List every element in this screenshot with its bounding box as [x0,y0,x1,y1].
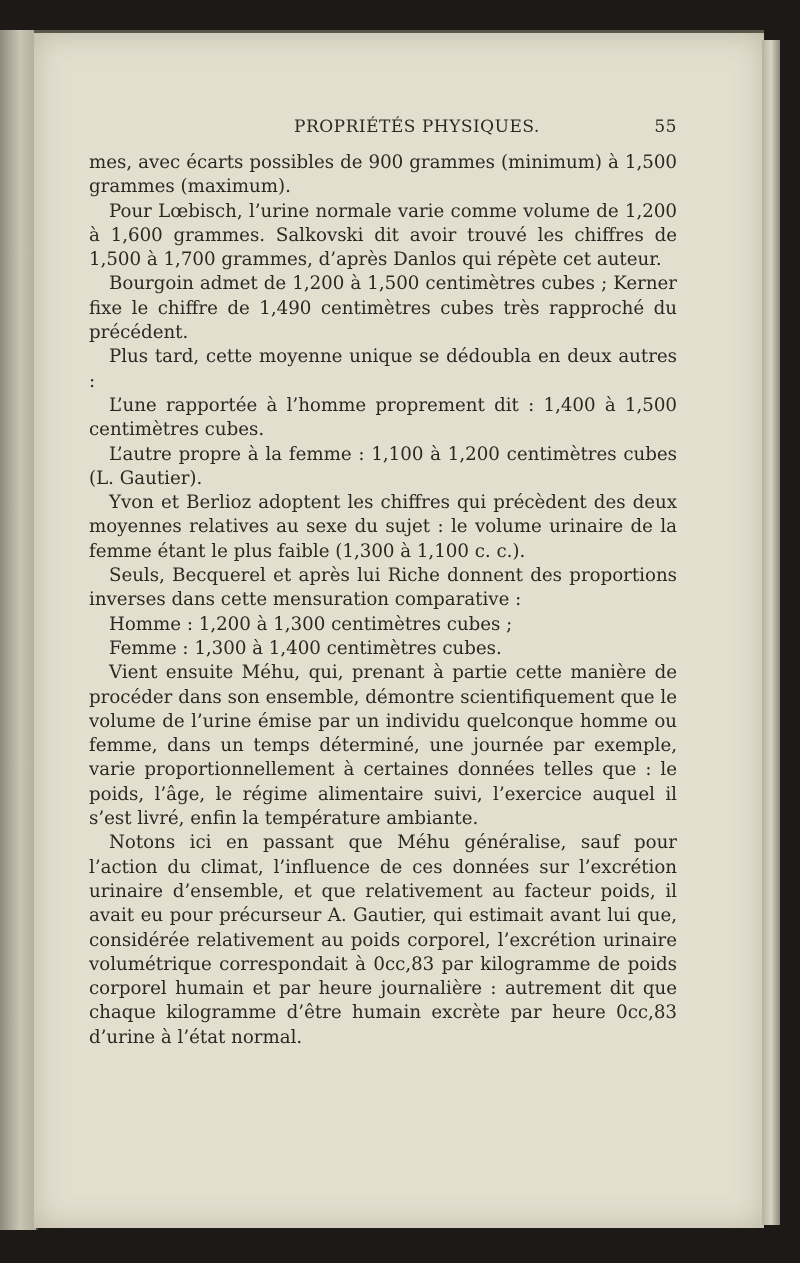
paragraph: Notons ici en passant que Méhu généralise, sauf pour l’action du climat, l’influence de ces données sur l’excrétion urinaire d’ensemble, et que relativement au facteur poids, il avait eu pour précurseur A. Gautier, qui estimait avant lui que, considérée relativement au poids corporel, l’excrétion urinaire volumétrique correspondait à 0cc,83 par kilogramme de poids corporel humain et par heure journalière : autrement dit que chaque kilogramme d’être humain excrète par heure 0cc,83 d’urine à l’état normal. [89,832,677,1048]
page-body [89,151,677,1050]
paragraph: Plus tard, cette moyenne unique se dédoubla en deux autres : [89,346,677,392]
page-stack-edge [762,40,780,1225]
paragraph: Vient ensuite Méhu, qui, prenant à partie cette manière de procéder dans son ensemble, démontre scientifiquement que le volume de l’urine émise par un individu quelconque homme ou femme, dans un temps déterminé, une journée par exemple, varie proportionnellement à certaines données telles que : le poids, l’âge, le régime alimentaire suivi, l’exercice auquel il s’est livré, enfin la température ambiante. [89,662,677,830]
running-title: PROPRIÉTÉS PHYSIQUES. [294,117,540,137]
running-header [89,117,677,145]
paragraph: Yvon et Berlioz adoptent les chiffres qui précèdent des deux moyennes relatives au sexe du sujet : le volume urinaire de la femme étant le plus faible (1,300 à 1,100 c. c.). [89,492,677,562]
page-number: 55 [654,117,677,137]
paragraph: Femme : 1,300 à 1,400 centimètres cubes. [109,637,502,659]
book-page [34,30,764,1228]
paragraph: Seuls, Becquerel et après lui Riche donnent des proportions inverses dans cette mensuration comparative : [89,565,677,611]
paragraph: Pour Lœbisch, l’urine normale varie comme volume de 1,200 à 1,600 grammes. Salkovski dit avoir trouvé les chiffres de 1,500 à 1,700 grammes, d’après Danlos qui répète cet auteur. [89,200,677,271]
previous-page-edge [0,30,38,1230]
paragraph: mes, avec écarts possibles de 900 grammes (minimum) à 1,500 grammes (maximum). [89,152,677,198]
paragraph: L’une rapportée à l’homme proprement dit : 1,400 à 1,500 centimètres cubes. [89,394,677,441]
paragraph: Homme : 1,200 à 1,300 centimètres cubes ; [109,613,513,635]
paragraph: Bourgoin admet de 1,200 à 1,500 centimètres cubes ; Kerner fixe le chiffre de 1,490 centimètres cubes très rapproché du précédent. [89,273,677,344]
paragraph: L’autre propre à la femme : 1,100 à 1,200 centimètres cubes (L. Gautier). [89,443,677,489]
